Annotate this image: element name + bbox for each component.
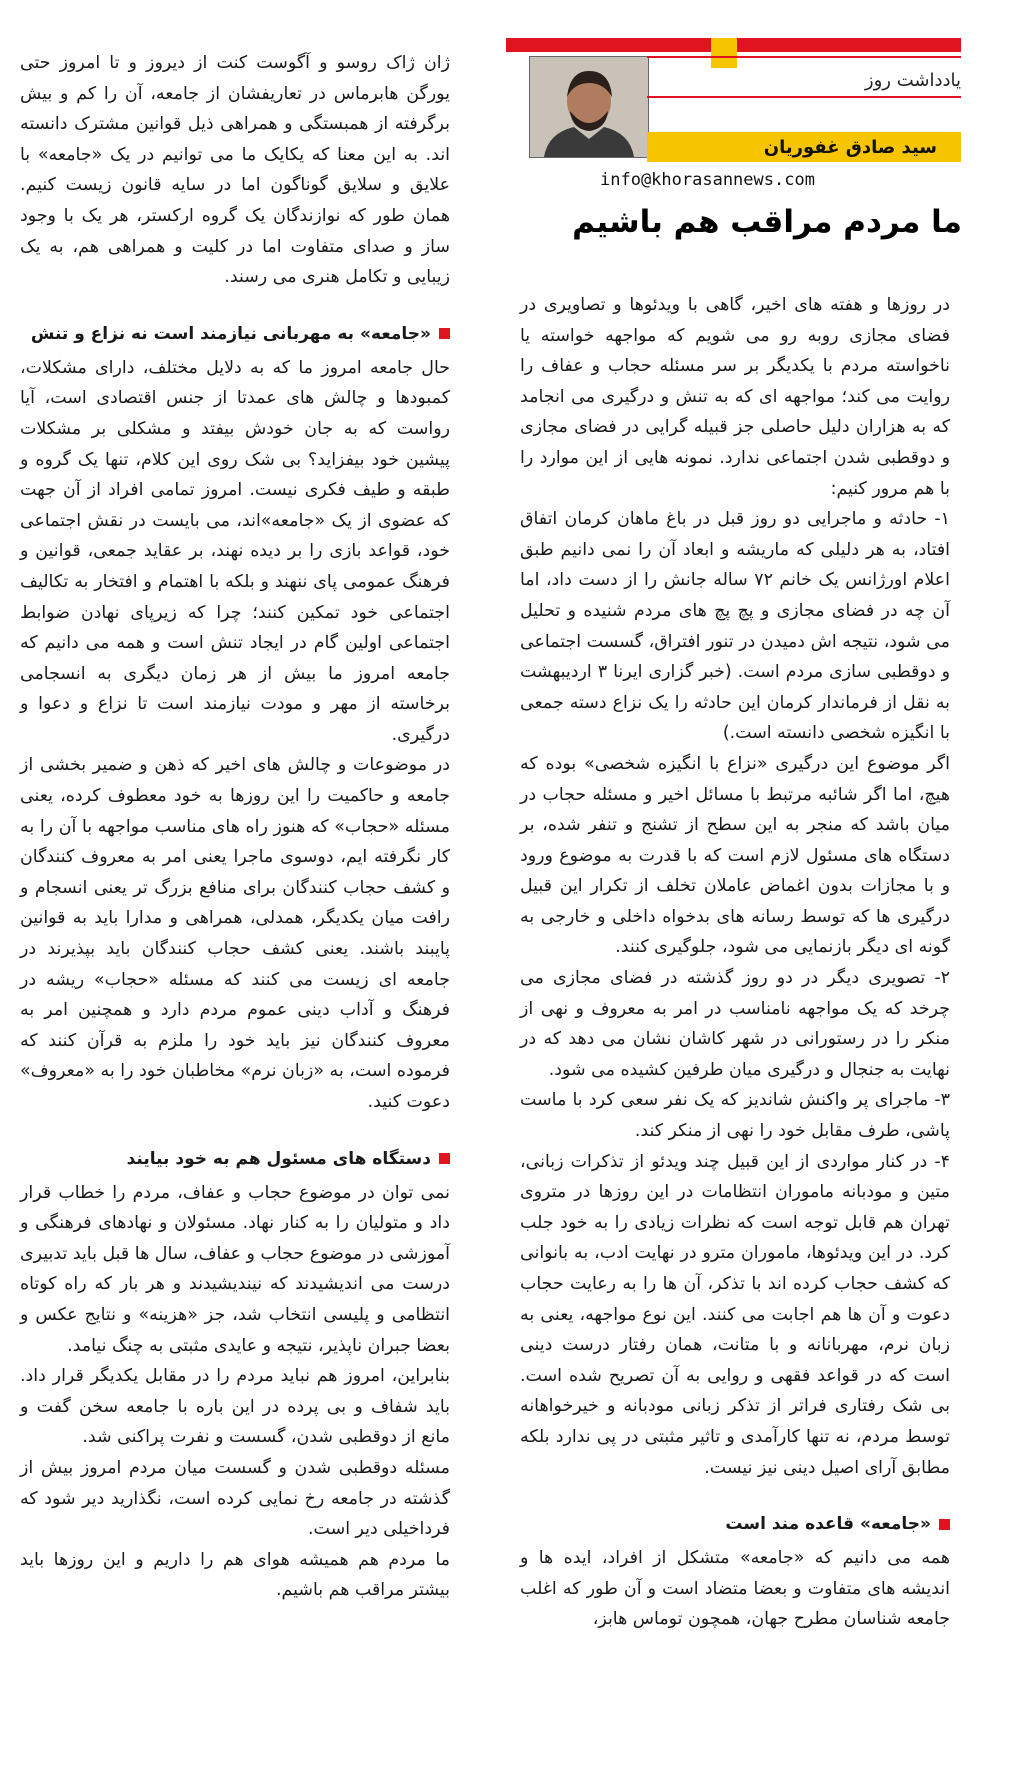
author-banner: [647, 132, 961, 162]
section-heading: [20, 319, 450, 349]
section-heading-text: «جامعه» قاعده مند است: [725, 1514, 931, 1535]
article-title: ما مردم مراقب هم باشیم: [572, 204, 962, 240]
section-heading-text: «جامعه» به مهربانی نیازمند است نه نزاع و تنش: [30, 323, 431, 344]
paragraph: ۲- تصویری دیگر در دو روز گذشته در فضای مجازی می چرخد که یک مواجهه نامناسب در امر به معروف و نهی از منکر را در رستورانی در شهر کاشان نشان می دهد که در نهایت به جنجال و درگیری میان طرفین کشیده می شود.: [520, 968, 950, 1080]
section-heading: [20, 1144, 450, 1174]
paragraph: اگر موضوع این درگیری «نزاع با انگیزه شخصی» بوده که هیچ، اما اگر شائبه مرتبط با مسائل اخیر و مسئله حجاب در میان باشد که منجر به این سطح از تشنج و تنفر شده، بر دستگاه های مسئول لازم است که با قدرت به موضوع ورود و با مجازات بدون اغماض عاملان تخلف از تکرار این قبیل درگیری ها که توسط رسانه های بدخواه داخلی و خارجی به گونه ای دیگر بازنمایی می شود، جلوگیری کنند.: [520, 753, 950, 958]
paragraph: ۳- ماجرای پر واکنش شاندیز که یک نفر سعی کرد با ماست پاشی، طرف مقابل خود را نهی از منکر کند.: [520, 1090, 950, 1142]
paragraph: در روزها و هفته های اخیر، گاهی با ویدئوها و تصاویری در فضای مجازی روبه رو می شویم که مواجهه خواسته یا ناخواسته مردم با یکدیگر بر سر مسئله حجاب و عفاف را روایت می کند؛ مواجهه ای که به تنش و درگیری می انجامد که به هزاران دلیل حاصلی جز قبیله گرایی در فضای مجازی و دوقطبی شدن اجتماعی ندارد. نمونه هایی از این موارد را با هم مرور کنیم:: [520, 295, 950, 499]
paragraph: ما مردم هم همیشه هوای هم را داریم و این روزها باید بیشتر مراقب هم باشیم.: [20, 1549, 450, 1601]
paragraph: حال جامعه امروز ما که به دلایل مختلف، دارای مشکلات، کمبودها و چالش های عمدتا از جنس اقتصادی است، آیا رواست که به جان خودش بیفتد و مشکلی بر مشکلات پیشین خود بیفزاید؟ بی شک روی این کلام، تنها یک گروه و طبقه و طیف فکری نیست. امروز تمامی افراد از آن جهت که عضوی از یک «جامعه»اند، می بایست در نقش اجتماعی خود، قواعد بازی را بر دیده نهند، بر عقاید جمعی، قوانین و فرهنگ عمومی پای ننهند و بلکه با اهتمام و افتخار به تکالیف اجتماعی خود تمکین کنند؛ چرا که زیرپای نهادن ضوابط اجتماعی اولین گام در ایجاد تنش است و همه می دانیم که جامعه امروز ما بیش از هر زمان دیگری به انسجامی برخاسته از مهر و مودت نیازمند است تا نزاع و دعوا و درگیری.: [20, 357, 450, 745]
paragraph: در موضوعات و چالش های اخیر که ذهن و ضمیر بخشی از جامعه و حاکمیت را این روزها به خود معطوف کرده، یعنی مسئله «حجاب» که هنوز راه های مناسب مواجهه با آن را به کار نگرفته ایم، دوسوی ماجرا یعنی امر به معروف کنندگان و کشف حجاب کنندگان برای منافع بزرگ تر یعنی انسجام و رافت میان یکدیگر، همدلی، همراهی و مدارا باید به قوانین پایبند باشند. یعنی کشف حجاب کنندگان باید بپذیرند در جامعه ای زیست می کنند که مسئله «حجاب» ریشه در فرهنگ و آداب دینی عموم مردم دارد و همچنین امر به معروف کنندگان نیز باید خود را ملزم به قرآن کنند که فرموده است، به «زبان نرم» مخاطبان خود را به «معروف» دعوت کنید.: [20, 755, 450, 1112]
right-column: [520, 290, 950, 1635]
author-photo: [529, 56, 649, 158]
kicker-label: یادداشت روز: [864, 70, 961, 91]
paragraph: ۴- در کنار مواردی از این قبیل چند ویدئو از تذکرات زبانی، متین و مودبانه ماموران انتظامات در این روزها در متروی تهران هم قابل توجه است که نظرات زیادی را به خود جلب کرد. در این ویدئوها، ماموران مترو در نهایت ادب، به بانوانی که کشف حجاب کرده اند با تذکر، آن ها را به رعایت حجاب دعوت و آن ها هم اجابت می کنند. این نوع مواجهه، یعنی به زبان نرم، مهربانانه و با متانت، همان رفتار درست دینی است که در قواعد فقهی و روایی به آن تصریح شده است. بی شک رفتاری فراتر از تذکر زبانی مودبانه و خیرخواهانه توسط مردم، نه تنها کارآمدی و تاثیر مثبتی در پی ندارد بلکه مطابق آرای اصیل دینی نیز نیست.: [520, 1151, 950, 1478]
red-square-icon: [439, 328, 450, 339]
paragraph: ژان ژاک روسو و آگوست کنت از دیروز و تا امروز حتی یورگن هابرماس در تعاریفشان از جامعه، آن را کم و بیش برگرفته از همبستگی و همراهی ذیل قوانین مشترک دانسته اند. به این معنا که یکایک ما می توانیم در یک «جامعه» با علایق و سلایق گوناگون اما در سایه قانون زیست کنیم. همان طور که نوازندگان یک گروه ارکستر، هر یک با وجود ساز و صدای متفاوت اما در کلیت و همراهی هم، به یک زیبایی و تکامل هنری می رسند.: [20, 53, 450, 288]
rule-top: [647, 56, 961, 58]
paragraph: مسئله دوقطبی شدن و گسست میان مردم امروز بیش از گذشته در جامعه رخ نمایی کرده است، نگذارید دیر شود که فرداخیلی دیر است.: [20, 1457, 450, 1540]
section-heading: [520, 1509, 950, 1539]
author-name: سید صادق غفوریان: [763, 136, 937, 158]
section-heading-text: دستگاه های مسئول هم به خود بیایند: [126, 1148, 431, 1169]
paragraph: بنابراین، امروز هم نباید مردم را در مقابل یکدیگر قرار داد. باید شفاف و بی پرده در این باره با جامعه سخن گفت و مانع از دوقطبی شدن، گسست و نفرت پراکنی شد.: [20, 1366, 450, 1448]
paragraph: همه می دانیم که «جامعه» متشکل از افراد، ایده ها و اندیشه های متفاوت و بعضا متضاد است و آن طور که اغلب جامعه شناسان مطرح جهان، همچون توماس هابز،: [520, 1548, 950, 1630]
red-square-icon: [939, 1519, 950, 1530]
author-portrait-icon: [530, 57, 648, 157]
red-square-icon: [439, 1153, 450, 1164]
rule-middle: [647, 96, 961, 98]
paragraph: ۱- حادثه و ماجرایی دو روز قبل در باغ ماهان کرمان اتفاق افتاد، به هر دلیلی که ماریشه و ابعاد آن را نمی دانیم طبق اعلام اورژانس یک خانم ۷۲ ساله جانش را از دست داد، اما آن چه در فضای مجازی و پچ پچ های مردم شنیده و تحلیل می شود، نتیجه اش دمیدن در تنور افتراق، گسست اجتماعی و دوقطبی سازی مردم است. (خبر گزاری ایرنا ۳ اردیبهشت به نقل از فرماندار کرمان این حادثه را یک نزاع دسته جمعی با انگیزه شخصی دانسته است.): [520, 509, 951, 744]
left-column: [20, 48, 450, 1606]
author-email: info@khorasannews.com: [600, 170, 815, 190]
paragraph: نمی توان در موضوع حجاب و عفاف، مردم را خطاب قرار داد و متولیان را به کنار نهاد. مسئولان و نهادهای فرهنگی و آموزشی در موضوع حجاب و عفاف، سال ها قبل باید تدبیری درست می اندیشیدند که نیندیشیدند و هر بار که راه کوتاه انتظامی و پلیسی انتخاب شد، جز «هزینه» و نتایج عکس و بعضا جبران ناپذیر، نتیجه و عایدی مثبتی به چنگ نیامد.: [20, 1182, 450, 1356]
